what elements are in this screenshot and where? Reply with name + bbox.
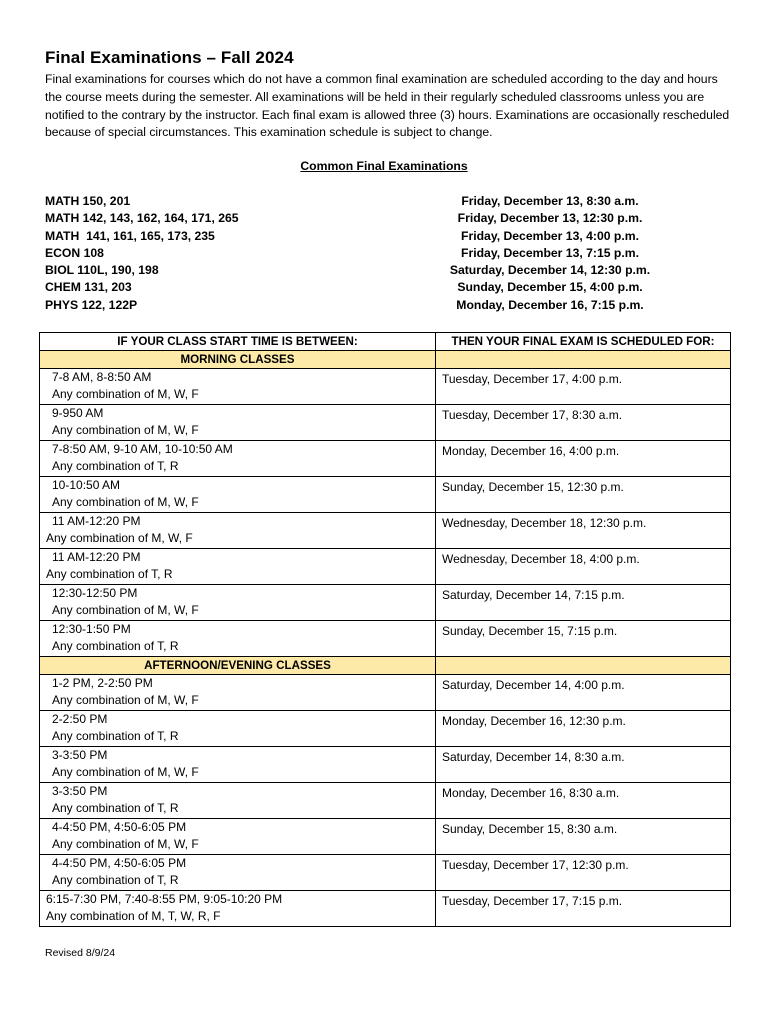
section-blank: [436, 351, 731, 369]
table-row: [40, 405, 731, 441]
exam-datetime: Saturday, December 14, 12:30 p.m.: [449, 263, 651, 278]
table-row: [40, 369, 731, 405]
day-combination: Any combination of M, W, F: [52, 837, 199, 851]
time-range: 7-8:50 AM, 9-10 AM, 10-10:50 AM: [52, 442, 233, 456]
exam-time-cell: Sunday, December 15, 7:15 p.m.: [436, 621, 731, 657]
exam-datetime: Friday, December 13, 7:15 p.m.: [461, 245, 639, 260]
class-time-cell: [40, 477, 436, 513]
exam-time-cell: Monday, December 16, 8:30 a.m.: [436, 783, 731, 819]
table-row: [40, 621, 731, 657]
exam-time-cell: Sunday, December 15, 8:30 a.m.: [436, 819, 731, 855]
table-header-row: [40, 333, 731, 351]
time-range: 1-2 PM, 2-2:50 PM: [52, 676, 153, 690]
common-finals-list: [45, 193, 675, 314]
day-combination: Any combination of T, R: [52, 873, 179, 887]
day-combination: Any combination of T, R: [52, 729, 179, 743]
table-row: [40, 747, 731, 783]
time-range: 12:30-1:50 PM: [52, 622, 131, 636]
day-combination: Any combination of M, W, F: [52, 693, 199, 707]
table-row: [40, 477, 731, 513]
table-row: [40, 819, 731, 855]
day-combination: Any combination of T, R: [52, 639, 179, 653]
section-label: AFTERNOON/EVENING CLASSES: [40, 657, 436, 675]
day-combination: Any combination of M, W, F: [52, 423, 199, 437]
page-title: Final Examinations – Fall 2024: [45, 48, 294, 67]
time-range: 11 AM-12:20 PM: [52, 514, 141, 528]
time-range: 9-950 AM: [52, 406, 104, 420]
day-combination: Any combination of M, T, W, R, F: [46, 909, 221, 923]
course-codes: BIOL 110L, 190, 198: [45, 263, 159, 278]
exam-time-cell: Tuesday, December 17, 12:30 p.m.: [436, 855, 731, 891]
day-combination: Any combination of T, R: [46, 567, 173, 581]
common-final-row: [45, 245, 675, 262]
exam-datetime: Friday, December 13, 8:30 a.m.: [461, 194, 639, 208]
class-time-cell: [40, 783, 436, 819]
day-combination: Any combination of T, R: [52, 801, 179, 815]
section-morning: [40, 351, 731, 369]
header-exam-time: THEN YOUR FINAL EXAM IS SCHEDULED FOR:: [436, 333, 731, 351]
table-row: [40, 783, 731, 819]
exam-datetime: Sunday, December 15, 4:00 p.m.: [457, 280, 643, 295]
course-codes: PHYS 122, 122P: [45, 297, 138, 312]
revision-date: Revised 8/9/24: [45, 947, 116, 959]
exam-time-cell: Saturday, December 14, 7:15 p.m.: [436, 585, 731, 621]
exam-datetime: Monday, December 16, 7:15 p.m.: [456, 297, 644, 312]
table-row: [40, 585, 731, 621]
time-range: 12:30-12:50 PM: [52, 586, 138, 600]
time-range: 4-4:50 PM, 4:50-6:05 PM: [52, 820, 187, 834]
day-combination: Any combination of M, W, F: [52, 387, 199, 401]
exam-time-cell: Wednesday, December 18, 12:30 p.m.: [436, 513, 731, 549]
exam-time-cell: Monday, December 16, 4:00 p.m.: [436, 441, 731, 477]
class-time-cell: [40, 711, 436, 747]
exam-time-cell: Monday, December 16, 12:30 p.m.: [436, 711, 731, 747]
table-row: [40, 441, 731, 477]
course-codes: MATH 142, 143, 162, 164, 171, 265: [45, 211, 239, 226]
section-label: MORNING CLASSES: [40, 351, 436, 369]
day-combination: Any combination of M, W, F: [46, 531, 193, 545]
class-time-cell: [40, 855, 436, 891]
class-time-cell: [40, 891, 436, 927]
day-combination: Any combination of M, W, F: [52, 765, 199, 779]
section-afternoon-evening: [40, 657, 731, 675]
class-time-cell: [40, 441, 436, 477]
time-range: 2-2:50 PM: [52, 712, 108, 726]
table-row: [40, 549, 731, 585]
table-row: [40, 711, 731, 747]
time-range: 11 AM-12:20 PM: [52, 550, 141, 564]
section-blank: [436, 657, 731, 675]
class-time-cell: [40, 513, 436, 549]
course-codes: ECON 108: [45, 245, 104, 260]
exam-time-cell: Wednesday, December 18, 4:00 p.m.: [436, 549, 731, 585]
common-final-row: [45, 228, 675, 245]
class-time-cell: [40, 675, 436, 711]
class-time-cell: [40, 405, 436, 441]
header-class-time: IF YOUR CLASS START TIME IS BETWEEN:: [40, 333, 436, 351]
course-codes: MATH 141, 161, 165, 173, 235: [45, 228, 215, 243]
class-time-cell: [40, 585, 436, 621]
common-finals-heading: Common Final Examinations: [300, 159, 468, 173]
common-final-row: [45, 210, 675, 227]
time-range: 4-4:50 PM, 4:50-6:05 PM: [52, 856, 187, 870]
time-range: 3-3:50 PM: [52, 784, 108, 798]
class-time-cell: [40, 819, 436, 855]
common-final-row: [45, 297, 675, 314]
table-row: [40, 855, 731, 891]
time-range: 6:15-7:30 PM, 7:40-8:55 PM, 9:05-10:20 PM: [46, 892, 283, 906]
exam-schedule-table: [39, 332, 731, 927]
intro-paragraph: Final examinations for courses which do not have a common final examination are scheduled according to the day and hours the course meets during the semester. All examinations will be held in their regularly scheduled classrooms unless you are notified to the contrary by the instructor. Each final exam is allowed three (3) hours. Examinations are occasionally rescheduled because of special circumstances. This examination schedule is subject to change.: [45, 72, 730, 140]
exam-time-cell: Tuesday, December 17, 4:00 p.m.: [436, 369, 731, 405]
day-combination: Any combination of M, W, F: [52, 495, 199, 509]
time-range: 7-8 AM, 8-8:50 AM: [52, 370, 152, 384]
course-codes: MATH 150, 201: [45, 194, 131, 208]
table-row: [40, 675, 731, 711]
exam-time-cell: Saturday, December 14, 8:30 a.m.: [436, 747, 731, 783]
class-time-cell: [40, 747, 436, 783]
common-final-row: [45, 193, 675, 210]
time-range: 3-3:50 PM: [52, 748, 108, 762]
exam-time-cell: Saturday, December 14, 4:00 p.m.: [436, 675, 731, 711]
course-codes: CHEM 131, 203: [45, 280, 132, 295]
exam-time-cell: Tuesday, December 17, 7:15 p.m.: [436, 891, 731, 927]
common-final-row: [45, 262, 675, 279]
exam-datetime: Friday, December 13, 4:00 p.m.: [461, 228, 639, 243]
exam-time-cell: Sunday, December 15, 12:30 p.m.: [436, 477, 731, 513]
table-row: [40, 513, 731, 549]
exam-datetime: Friday, December 13, 12:30 p.m.: [457, 211, 643, 226]
class-time-cell: [40, 621, 436, 657]
class-time-cell: [40, 549, 436, 585]
day-combination: Any combination of T, R: [52, 459, 179, 473]
time-range: 10-10:50 AM: [52, 478, 121, 492]
common-final-row: [45, 279, 675, 296]
class-time-cell: [40, 369, 436, 405]
table-row: [40, 891, 731, 927]
day-combination: Any combination of M, W, F: [52, 603, 199, 617]
exam-time-cell: Tuesday, December 17, 8:30 a.m.: [436, 405, 731, 441]
